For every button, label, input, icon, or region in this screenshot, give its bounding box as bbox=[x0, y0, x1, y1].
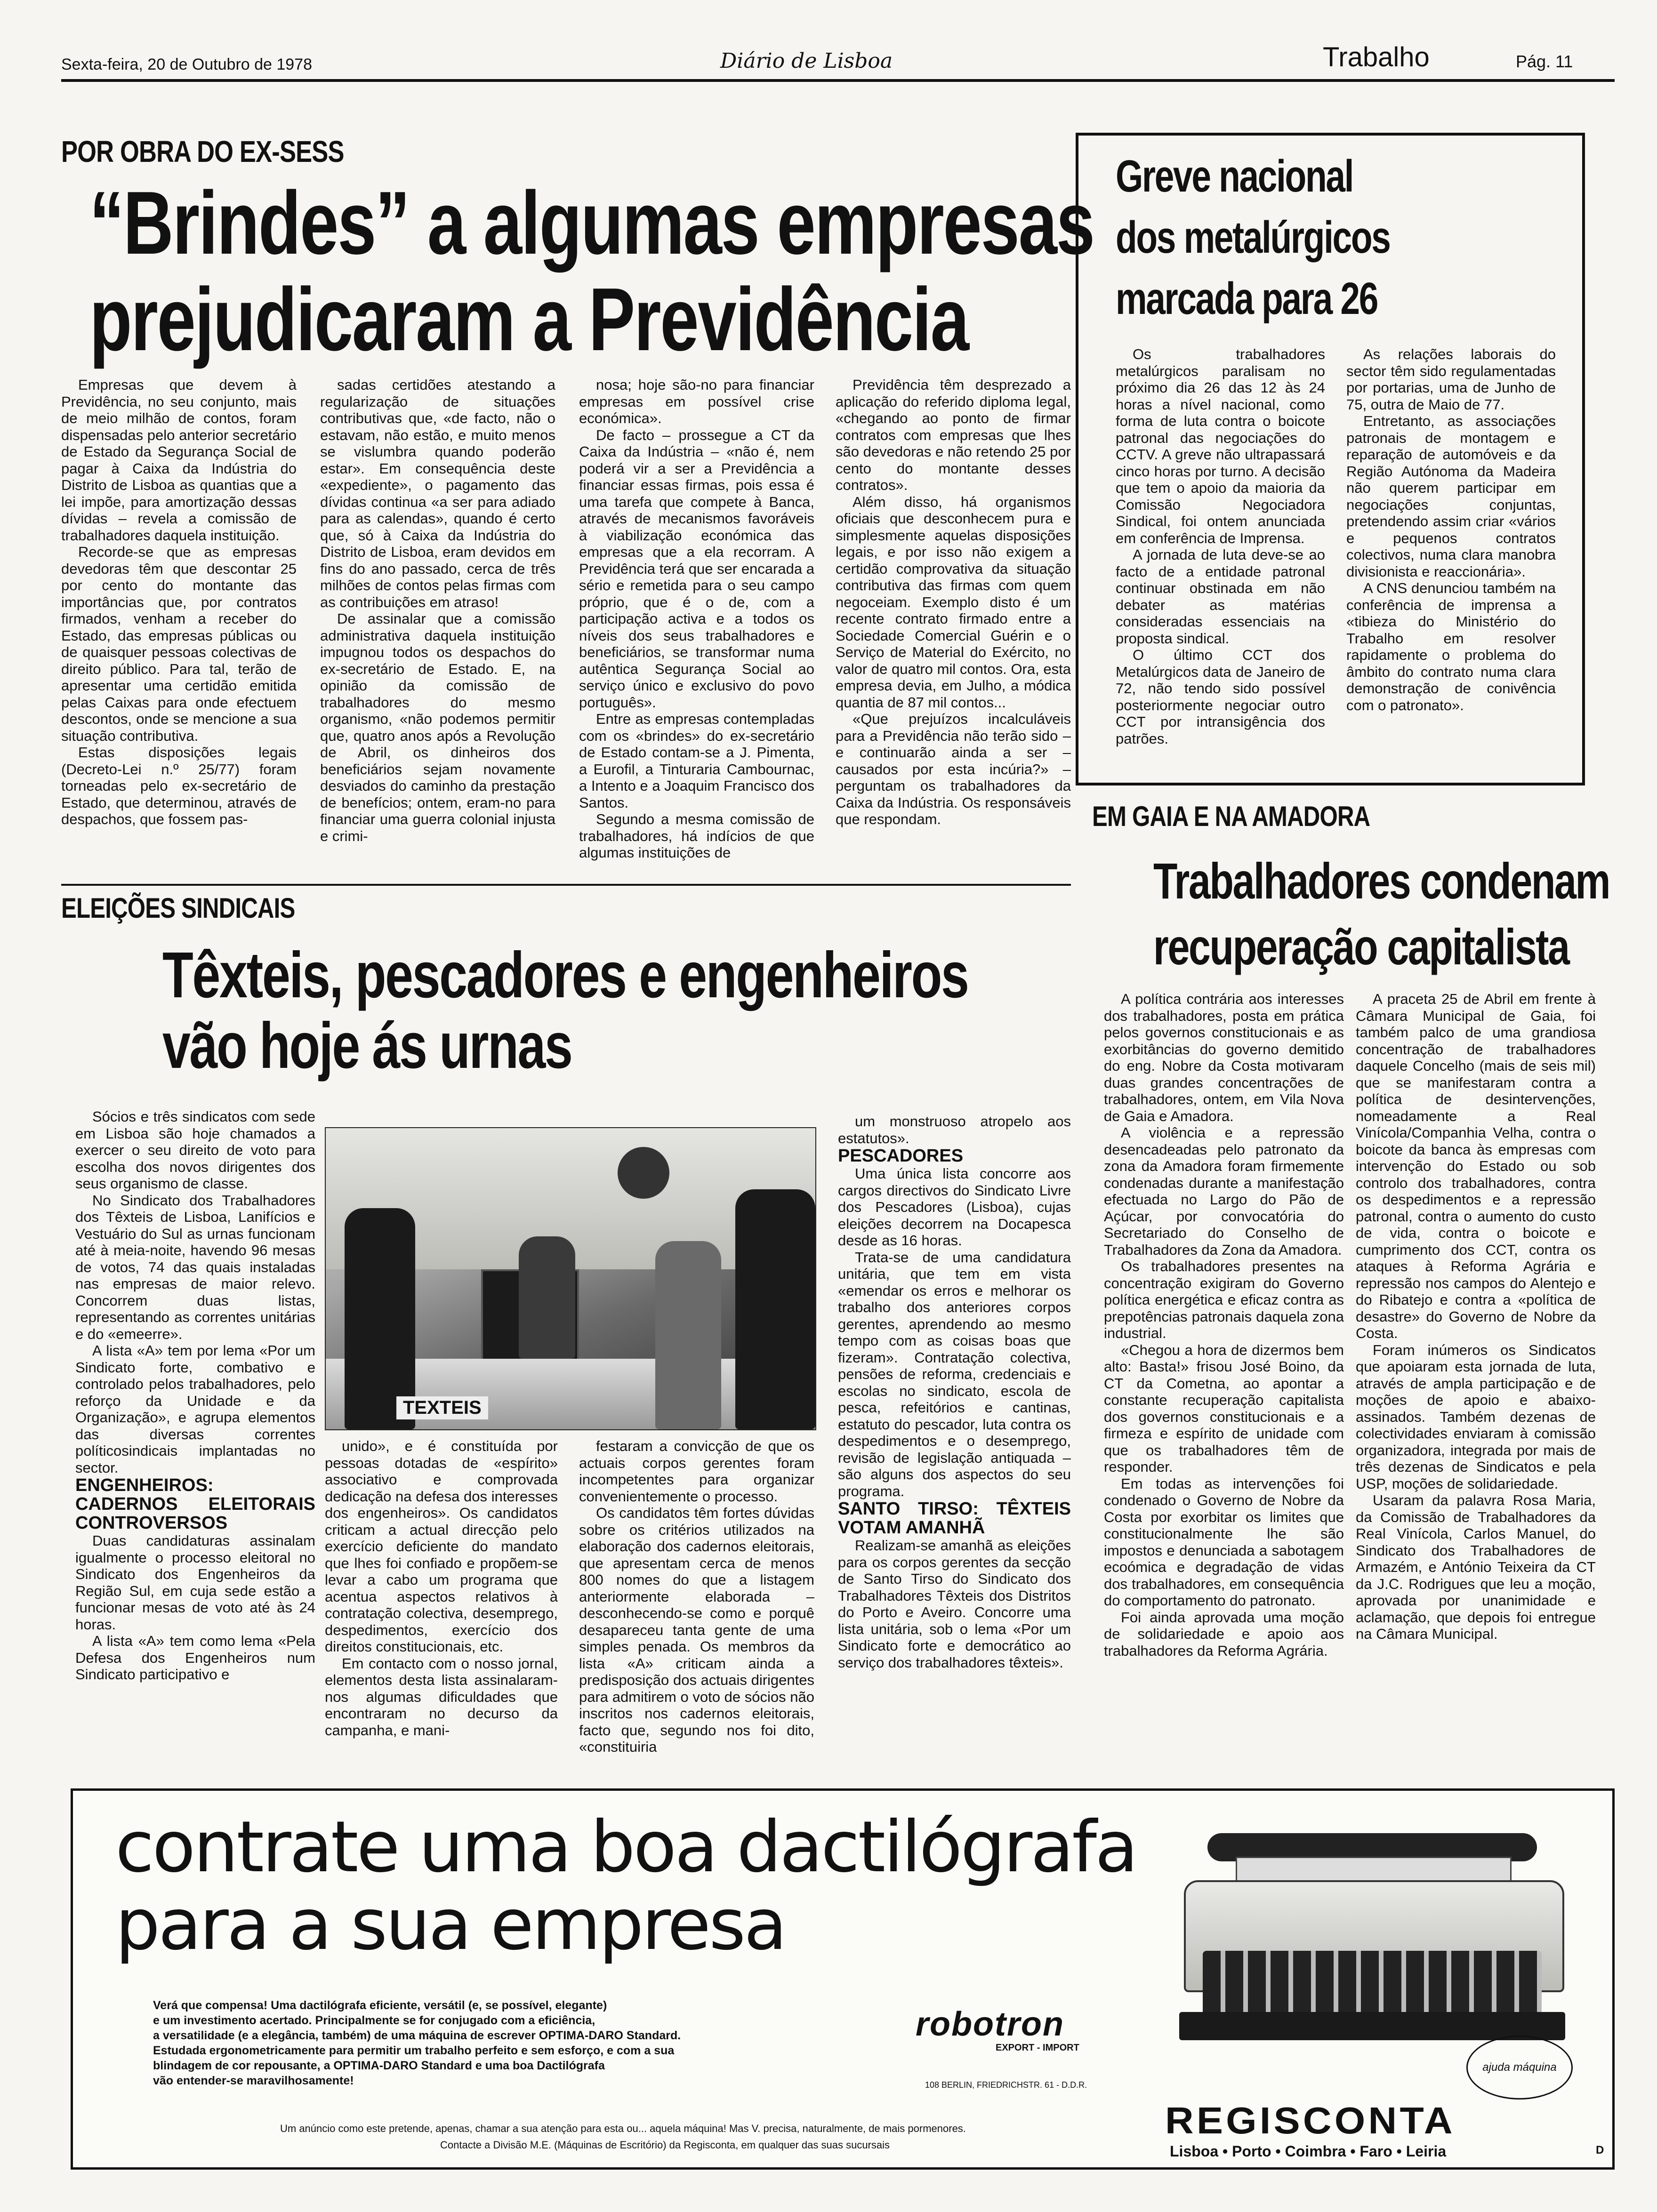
paragraph: festaram a convicção de que os actuais corpos gerentes foram incompetentes para organizar convenientemente o processo. bbox=[579, 1438, 814, 1505]
article1-kicker: POR OBRA DO EX-SESS bbox=[61, 135, 344, 168]
paragraph: Trata-se de uma candidatura unitária, que tem em vista «emendar os erros e melhorar os trabalho dos anteriores corpos gerentes, aprendendo ao mesmo tempo com as coisas boas que fizeram». Contratação colectiva, pensões de reforma, credenciais e escolas no sindicato, escola de pesca, refeitórios e cantinas, estatuto do pescador, luta contra os despedimentos e o desemprego, revisão de legislação antiquada – são alguns dos aspectos do seu programa. bbox=[838, 1249, 1071, 1499]
paragraph: Entretanto, as associações patronais de montagem e reparação de automóveis e da Região Autónoma da Madeira não querem participar em negociações conjuntas, pretendendo assim criar «vários e pequenos contratos colectivos, numa clara manobra divisionista e reaccionária». bbox=[1346, 413, 1556, 580]
paragraph: «Que prejuízos incalculáveis para a Previdência não terão sido – e continuarão ainda a ser – causados por esta incúria?» – perguntam os trabalhadores da Caixa da Indústria. Os responsáveis que respondam. bbox=[836, 711, 1071, 827]
regisconta-logo: REGISCONTA bbox=[1165, 2100, 1456, 2141]
subheading-pescadores: PESCADORES bbox=[838, 1146, 964, 1166]
paragraph: De assinalar que a comissão administrativa daquela instituição impugnou todos os despachos do ex-secretário de Estado. E, na opinião da comissão de trabalhadores do mesmo organismo, «não podemos permitir que, quatro anos após a Revolução de Abril, os dinheiros dos beneficiários sejam novamente desviados do caminho da prestação de benefícios; ontem, eram-no para financiar uma guerra colonial injusta e crimi- bbox=[320, 610, 555, 844]
article2-headline-line3: marcada para 26 bbox=[1116, 273, 1378, 324]
badge-text: ajuda máquina bbox=[1482, 2061, 1557, 2074]
article3-headline-line1: Trabalhadores condenam bbox=[1153, 852, 1610, 909]
robotron-logo: robotron bbox=[916, 2005, 1064, 2043]
ad-footer-line1: Um anúncio como este pretende, apenas, chamar a sua atenção para esta ou... aquela máquina! Mas V. precisa, naturalmente, de mais pormenores. bbox=[280, 2123, 966, 2134]
article4-kicker: ELEIÇÕES SINDICAIS bbox=[61, 892, 295, 924]
typewriter-advertisement bbox=[71, 1788, 1615, 2170]
paper-name: Diário de Lisboa bbox=[720, 49, 893, 73]
article1-column-4 bbox=[836, 377, 1071, 828]
article4-column-4 bbox=[838, 1113, 1071, 1671]
regisconta-cities: Lisboa • Porto • Coimbra • Faro • Leiria bbox=[1170, 2143, 1447, 2160]
paragraph: Além disso, há organismos oficiais que desconhecem pura e simplesmente aquelas disposições legais, e por isso não exigem a certidão comprovativa da situação contributiva das firmas com quem negoceiam. Exemplo disto é um recente contrato firmado entre a Sociedade Comercial Guérin e o Serviço de Material do Exército, no valor de quatro mil contos. Ora, esta empresa devia, em Julho, a módica quantia de 87 mil contos... bbox=[836, 493, 1071, 711]
article3-column-2 bbox=[1356, 991, 1596, 1643]
article1-column-1 bbox=[61, 377, 297, 828]
article1-column-3 bbox=[579, 377, 814, 861]
ad-body-line: e um investimento acertado. Principalmente se for conjugado com a eficiência, bbox=[153, 2014, 595, 2027]
paragraph: Usaram da palavra Rosa Maria, da Comissão de Trabalhadores da Real Vinícola, Carlos Manuel, do Sindicato dos Trabalhadores de Armazém, e António Teixeira da CT da J.C. Rodrigues que leu a moção, aprovada por unanimidade e aclamação, que depois foi entregue na Câmara Municipal. bbox=[1356, 1492, 1596, 1642]
paragraph: nosa; hoje são-no para financiar empresas em possível crise económica». bbox=[579, 377, 814, 426]
paragraph: Estas disposições legais (Decreto-Lei n.º 25/77) foram torneadas pelo ex-secretário de Estado, que determinou, através de despachos, que fossem pas- bbox=[61, 744, 297, 827]
paragraph: O último CCT dos Metalúrgicos data de Janeiro de 72, não tendo sido possível posteriormente negociar outro CCT por intransigência dos patrões. bbox=[1116, 647, 1325, 747]
paragraph: Os trabalhadores metalúrgicos paralisam no próximo dia 26 das 12 às 24 horas a nível nacional, como forma de luta contra o boicote patronal das negociações do CCTV. A greve não ultrapassará cinco horas por turno. A decisão que tem o apoio da maioria da Comissão Negociadora Sindical, foi ontem anunciada em conferência de Imprensa. bbox=[1116, 346, 1325, 546]
header-rule bbox=[61, 79, 1615, 82]
paragraph: um monstruoso atropelo aos estatutos». bbox=[838, 1113, 1071, 1146]
article2-column-1 bbox=[1116, 346, 1325, 747]
article3-column-1 bbox=[1104, 991, 1344, 1659]
paragraph: De facto – prossegue a CT da Caixa da Indústria – «não é, nem poderá vir a ser a Previdência a financiar essas firmas, pois essa é uma tarefa que compete à Banca, através de mecanismos favoráveis à viabilização económica das empresas que a ela recorram. A Previdência terá que ser encarada a sério e remetida para o seu campo próprio, que é o de, com a participação activa e a todos os níveis dos seus trabalhadores e beneficiários, se transformar numa autêntica Segurança Social ao serviço único e exclusivo do povo português». bbox=[579, 426, 814, 711]
typewriter-image bbox=[1170, 1824, 1575, 2045]
paragraph: Os candidatos têm fortes dúvidas sobre os critérios utilizados na elaboração dos cadernos eleitorais, que apresentam cerca de menos 800 nomes do que a listagem anteriormente elaborada – desconhecendo-se como e porquê desapareceu tanta gente de uma simples penada. Os membros da lista «A» criticam ainda a predisposição dos actuais dirigentes para admitirem o voto de sócios não inscritos nos cadernos eleitorais, facto que, segundo nos foi dito, «constituiria bbox=[579, 1505, 814, 1755]
paragraph: A violência e a repressão desencadeadas pelo patronato da zona da Amadora foram firmemente condenadas durante a manifestação efectuada no Largo do Pão de Açúcar, por convocatória do Secretariado do Conselho de Trabalhadores da Zona da Amadora. bbox=[1104, 1124, 1344, 1258]
paragraph: Duas candidaturas assinalam igualmente o processo eleitoral no Sindicato dos Engenheiros da Região Sul, em cuja sede estão a funcionar mesas de voto até às 24 horas. bbox=[75, 1532, 315, 1633]
paragraph: Sócios e três sindicatos com sede em Lisboa são hoje chamados a exercer o seu direito de voto para escolha dos novos dirigentes dos seus organismo de classe. bbox=[75, 1108, 315, 1192]
article1-headline-line1: “Brindes” a algumas empresas bbox=[89, 173, 1094, 273]
article4-headline-line1: Têxteis, pescadores e engenheiros bbox=[162, 939, 968, 1011]
ad-body-line: blindagem de cor repousante, a OPTIMA-DARO Standard e uma boa Dactilógrafa bbox=[153, 2059, 605, 2072]
article2-headline-line2: dos metalúrgicos bbox=[1116, 212, 1390, 263]
ad-body-line: Estudada ergonometricamente para permitir um trabalho perfeito e sem esforço, e com a sua bbox=[153, 2044, 675, 2057]
paragraph: A CNS denunciou também na conferência de imprensa a «tibieza do Ministério do Trabalho em resolver rapidamente o problema do âmbito do contrato numa clara demonstração de conivência com o patronato». bbox=[1346, 580, 1556, 713]
subheading-engenheiros: ENGENHEIROS: CADERNOS ELEITORAIS CONTROVERSOS bbox=[75, 1475, 315, 1533]
photo-clock bbox=[618, 1147, 669, 1199]
article2-headline-line1: Greve nacional bbox=[1116, 151, 1353, 201]
paragraph: Segundo a mesma comissão de trabalhadores, há indícios de que algumas instituições de bbox=[579, 811, 814, 861]
ajuda-maquina-badge bbox=[1466, 2036, 1573, 2100]
paragraph: Em contacto com o nosso jornal, elementos desta lista assinalaram-nos algumas dificuldades que encontraram no decurso da campanha, e mani- bbox=[325, 1655, 558, 1739]
paragraph: Em todas as intervenções foi condenado o Governo de Nobre da Costa por exorbitar os limites que constitucionalmente lhe são impostos e denunciada a sabotagem ecoómica e degradação de vidas dos trabalhadores, em consequência do comportamento do patronato. bbox=[1104, 1475, 1344, 1609]
paragraph: Realizam-se amanhã as eleições para os corpos gerentes da secção de Santo Tirso do Sindicato dos Trabalhadores Têxteis dos Distritos do Porto e Aveiro. Concorre uma lista unitária, sob o lema «Por um Sindicato forte e democrático ao serviço dos trabalhadores têxteis». bbox=[838, 1537, 1071, 1671]
ad-body-line: a versatilidade (e a elegância, também) de uma máquina de escrever OPTIMA-DARO Standard. bbox=[153, 2029, 681, 2042]
voting-photo bbox=[325, 1127, 816, 1430]
paragraph: A lista «A» tem como lema «Pela Defesa dos Engenheiros num Sindicato participativo e bbox=[75, 1633, 315, 1683]
paragraph: A praceta 25 de Abril em frente à Câmara Municipal de Gaia, foi também palco de uma grandiosa concentração de trabalhadores daquele Concelho (mais de seis mil) que se manifestaram contra a política de desintervenções, nomeadamente a Real Vinícola/Companhia Velha, contra o boicote da banca às empresas com intervenção do Estado ou sob controlo dos trabalhadores, contra os despedimentos e a repressão patronal, contra o aumento do custo de vida, contra o boicote e cumprimento dos CCT, contra os ataques à Reforma Agrária e repressão nos campos do Alentejo e do Ribatejo e contra a «política de desastre» do Governo de Nobre da Costa. bbox=[1356, 991, 1596, 1341]
ad-footer-line2: Contacte a Divisão M.E. (Máquinas de Escritório) da Regisconta, em qualquer das suas sucursais bbox=[440, 2139, 890, 2151]
paragraph: No Sindicato dos Trabalhadores dos Têxteis de Lisboa, Lanifícios e Vestuário do Sul as urnas funcionam até à meia-noite, havendo 96 mesas de votos, 74 das quais instaladas nas empresas de maior relevo. Concorrem duas listas, representando as correntes unitárias e do «emeerre». bbox=[75, 1192, 315, 1342]
paragraph: Entre as empresas contempladas com os «brindes» do ex-secretário de Estado contam-se a J. Pimenta, a Eurofil, a Tinturaria Cambournac, a Intento e a Joaquim Francisco dos Santos. bbox=[579, 711, 814, 811]
paragraph: Uma única lista concorre aos cargos directivos do Sindicato Livre dos Pescadores (Lisboa), cujas eleições decorrem na Docapesca desde as 16 horas. bbox=[838, 1165, 1071, 1249]
paragraph: Previdência têm desprezado a aplicação do referido diploma legal, «chegando ao ponto de firmar contratos com empresas que lhes são devedoras e não retendo 25 por cento do montante desses contratos». bbox=[836, 377, 1071, 493]
article1-headline-line2: prejudicaram a Previdência bbox=[89, 270, 968, 369]
paragraph: «Chegou a hora de dizermos bem alto: Basta!» frisou José Boino, da CT da Cometna, ao apontar a constante recuperação capitalista dos governos constitucionais e a firmeza e espírito de unidade com que os trabalhadores têm de responder. bbox=[1104, 1341, 1344, 1475]
ad-corner-letter: D bbox=[1596, 2144, 1604, 2156]
article4-headline-line2: vão hoje ás urnas bbox=[162, 1010, 572, 1082]
ad-body-line: vão entender-se maravilhosamente! bbox=[153, 2074, 354, 2087]
paragraph: Foram inúmeros os Sindicatos que apoiaram esta jornada de luta, através de ampla participação e de moções de apoio e abaixo-assinados. Também dezenas de colectividades enviaram à comissão organizadora, integrada por mais de três dezenas de Sindicatos e pela USP, moções de solidariedade. bbox=[1356, 1341, 1596, 1492]
paragraph: A jornada de luta deve-se ao facto de a entidade patronal continuar obstinada em não debater as matérias consideradas essenciais na proposta sindical. bbox=[1116, 546, 1325, 647]
paragraph: Foi ainda aprovada uma moção de solidariedade e apoio aos trabalhadores da Reforma Agrária. bbox=[1104, 1609, 1344, 1659]
typewriter-keyboard bbox=[1203, 1951, 1542, 2017]
photo-person-woman bbox=[655, 1241, 721, 1429]
article4-column-2 bbox=[325, 1438, 558, 1739]
paragraph: As relações laborais do sector têm sido regulamentadas por portarias, uma de Junho de 75, outra de Maio de 77. bbox=[1346, 346, 1556, 413]
paragraph: Recorde-se que as empresas devedoras têm que descontar 25 por cento do montante das importâncias que, por contratos firmados, venham a receber do Estado, das empresas públicas ou de quaisquer pessoas colectivas de direito público. Para tal, terão de apresentar uma certidão emitida pelas Caixas para onde efectuem descontos, onde se mencione a sua situação contributiva. bbox=[61, 544, 297, 744]
page-number: Pág. 11 bbox=[1516, 52, 1573, 71]
article4-column-1 bbox=[75, 1108, 315, 1683]
article1-column-2 bbox=[320, 377, 555, 844]
section-divider bbox=[61, 884, 1071, 886]
article2-column-2 bbox=[1346, 346, 1556, 713]
photo-person-right bbox=[735, 1189, 815, 1429]
article3-kicker: EM GAIA E NA AMADORA bbox=[1092, 801, 1370, 832]
page-date: Sexta-feira, 20 de Outubro de 1978 bbox=[61, 56, 313, 73]
paragraph: A política contrária aos interesses dos trabalhadores, posta em prática pelos governos constitucionais e as exorbitâncias do governo demitido do eng. Nobre da Costa motivaram duas grandes concentrações de trabalhadores, ontem, em Vila Nova de Gaia e Amadora. bbox=[1104, 991, 1344, 1124]
ad-headline-line2: para a sua empresa bbox=[115, 1884, 786, 1966]
section-name: Trabalho bbox=[1323, 42, 1430, 72]
paragraph: sadas certidões atestando a regularização de situações contributivas que, «de facto, não o estavam, não estão, e muito menos se vislumbra quando poderão estar». Em consequência deste «expediente», o pagamento das dívidas continua «a ser para adiado para as calendas», quando é certo que, só à Caixa da Indústria do Distrito de Lisboa, eram devidos em fins do ano passado, cerca de três milhões de contos pelas firmas com as contribuições em atraso! bbox=[320, 377, 555, 610]
paragraph: unido», e é constituída por pessoas dotadas de «espírito» associativo e comprovada dedicação na defesa dos interesses dos engenheiros». Os candidatos criticam a actual direcção pelo exercício deficiente do mandato que lhes foi confiado e propõem-se levar a cabo um programa que acentua aspectos relativos à contratação colectiva, desemprego, despedimentos, exercício dos direitos constitucionais, etc. bbox=[325, 1438, 558, 1655]
photo-person-center bbox=[519, 1236, 575, 1359]
ad-body-text bbox=[153, 1998, 681, 2088]
paragraph: A lista «A» tem por lema «Por um Sindicato forte, combativo e controlado pelos trabalhadores, pelo reforço da Unidade e da Organização», e agrupa elementos das diversas correntes políticosindicais implantadas no sector. bbox=[75, 1342, 315, 1476]
robotron-subtitle: EXPORT - IMPORT bbox=[996, 2043, 1079, 2053]
article4-column-3 bbox=[579, 1438, 814, 1755]
article3-headline-line2: recuperação capitalista bbox=[1153, 918, 1569, 975]
robotron-address: 108 BERLIN, FRIEDRICHSTR. 61 - D.D.R. bbox=[925, 2080, 1087, 2090]
photo-sign: TEXTEIS bbox=[396, 1396, 488, 1419]
paragraph: Os trabalhadores presentes na concentração exigiram do Governo política energética e eficaz contra as prepotências patronais daquela zona industrial. bbox=[1104, 1258, 1344, 1341]
paragraph: Empresas que devem à Previdência, no seu conjunto, mais de meio milhão de contos, foram dispensadas pelo anterior secretário de Estado da Segurança Social de pagar à Caixa da Indústria do Distrito de Lisboa as quantias que a lei impõe, para amortização dessas dívidas – revela a comissão de trabalhadores daquela instituição. bbox=[61, 377, 297, 544]
ad-headline-line1: contrate uma boa dactilógrafa bbox=[115, 1806, 1136, 1888]
subheading-santo-tirso: SANTO TIRSO: TÊXTEIS VOTAM AMANHÃ bbox=[838, 1499, 1071, 1538]
ad-body-line: Verá que compensa! Uma dactilógrafa eficiente, versátil (e, se possível, elegante) bbox=[153, 1999, 607, 2012]
